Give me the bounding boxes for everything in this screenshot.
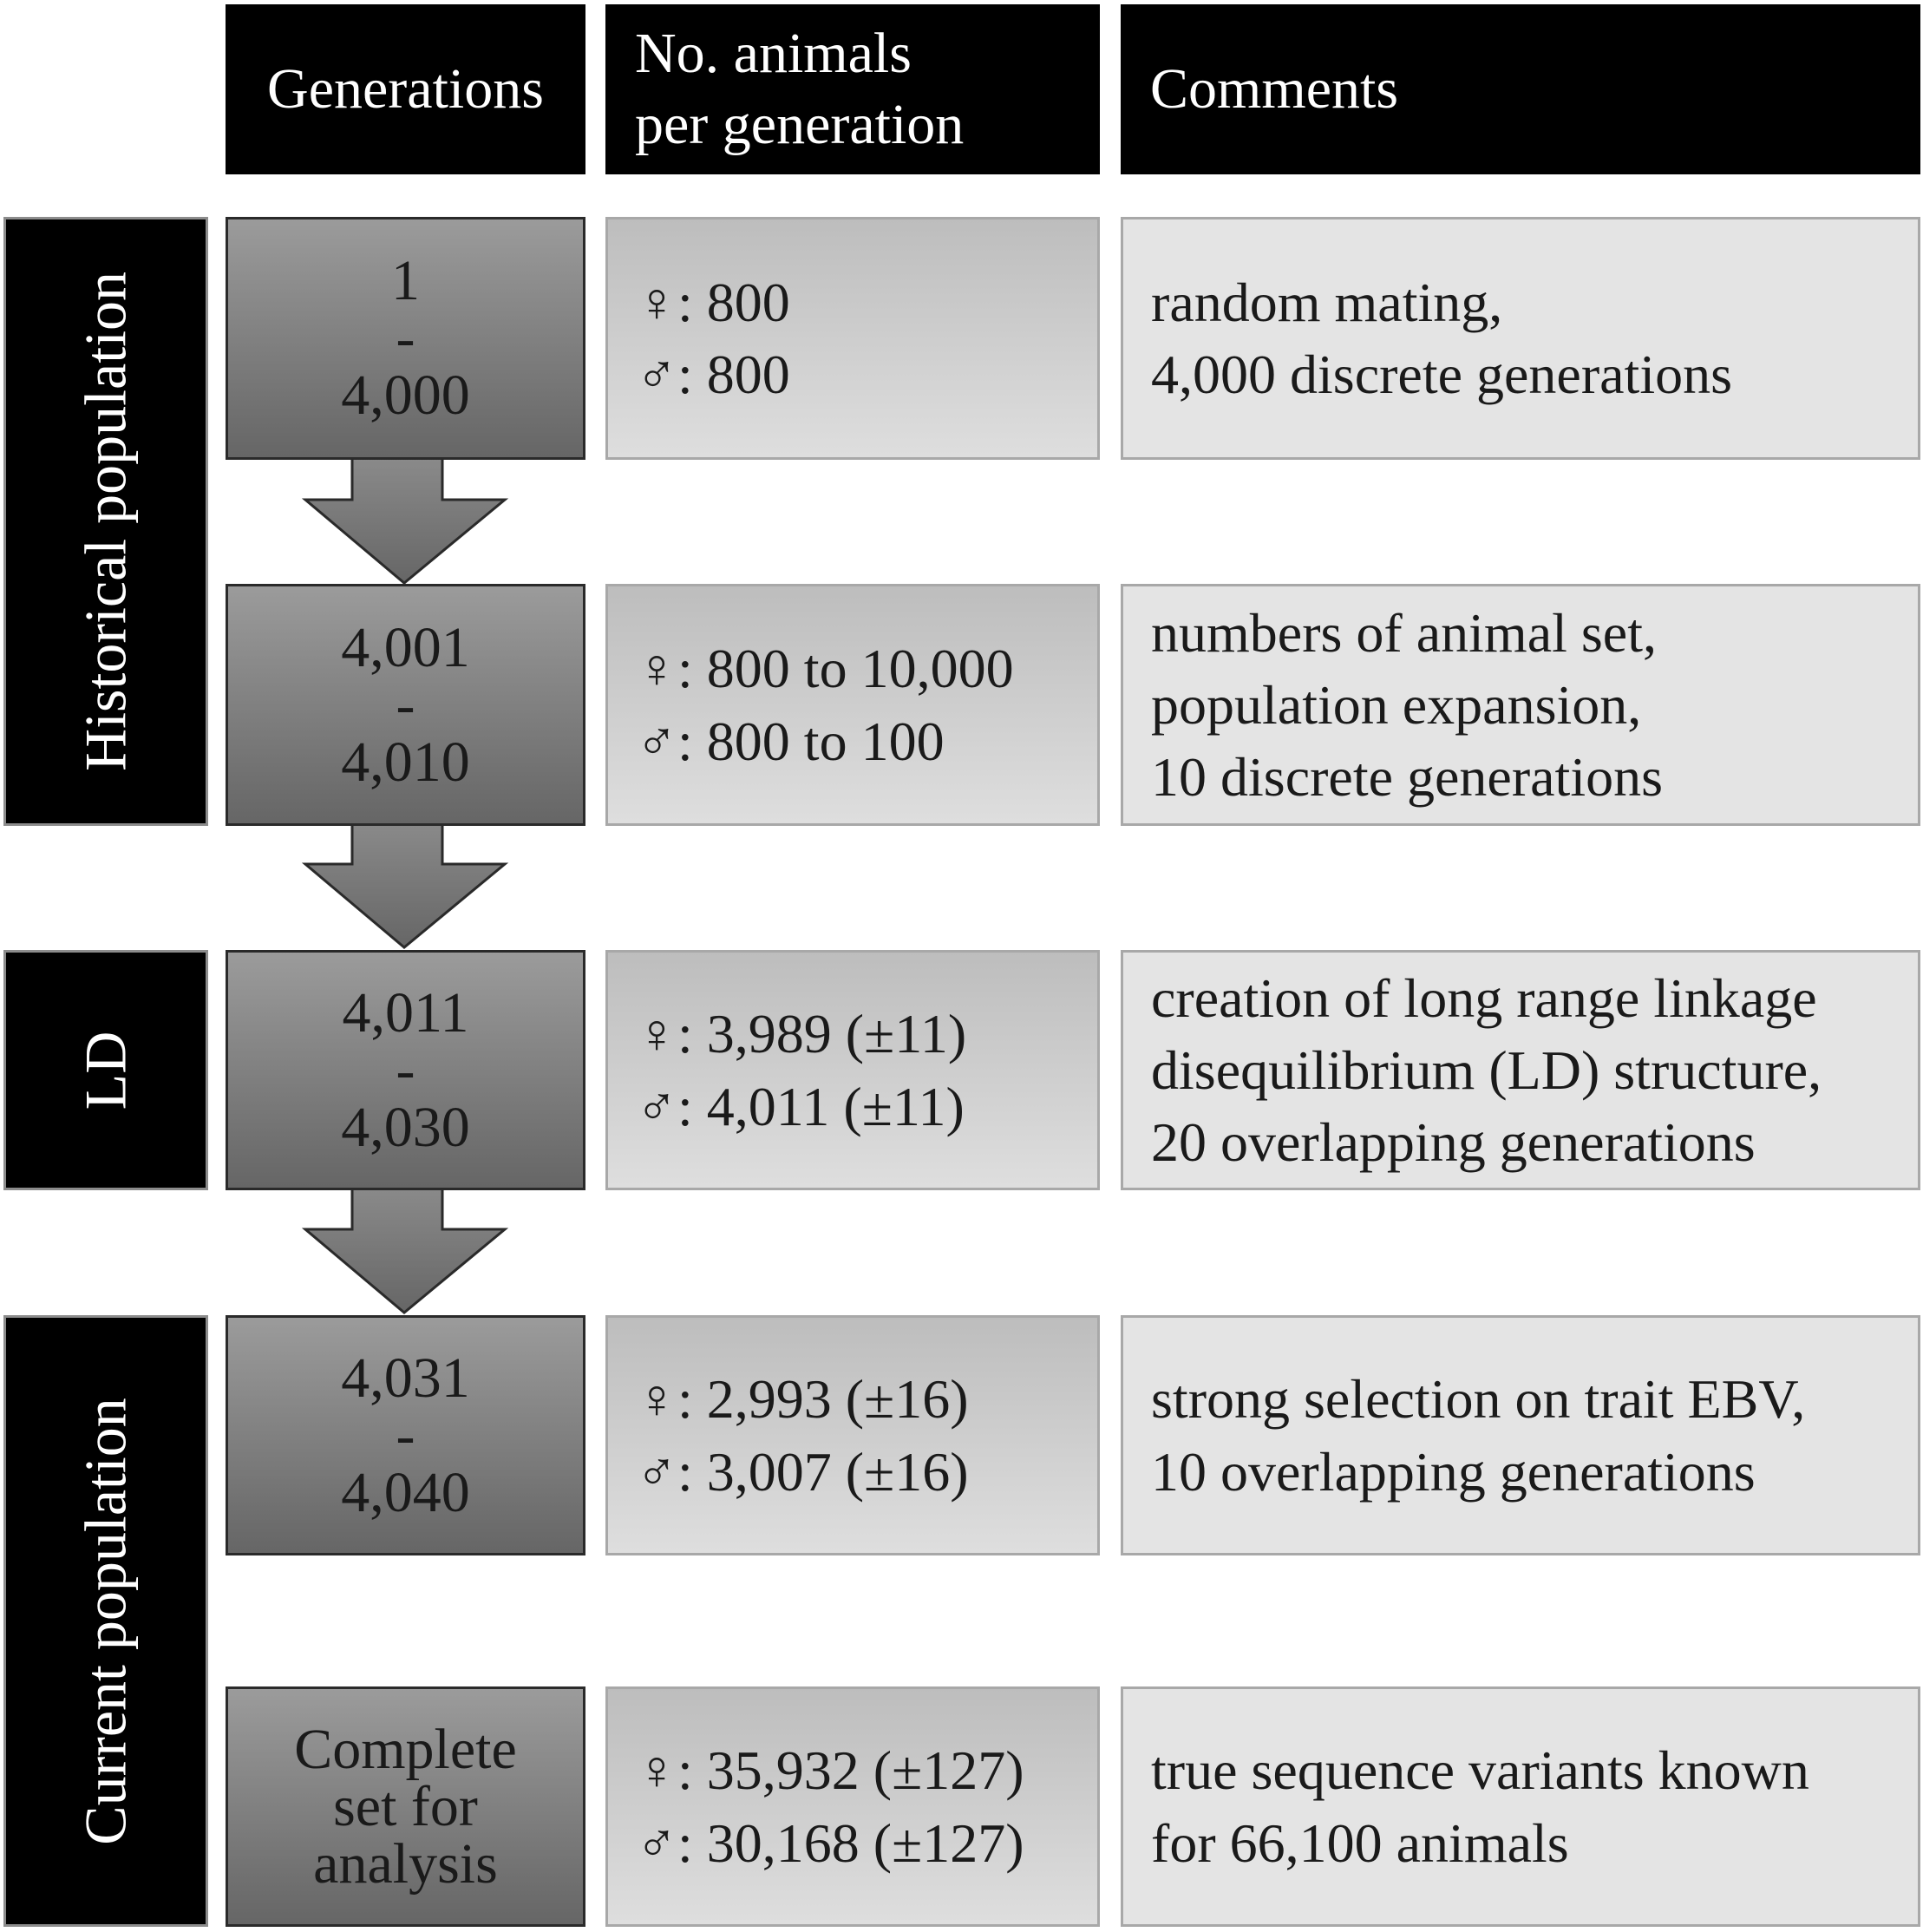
- comment-box-2: numbers of animal set, population expansion, 10 discrete generations: [1121, 584, 1920, 826]
- male-count: ♂: 800: [636, 344, 790, 405]
- comment-box-5: true sequence variants known for 66,100 animals: [1121, 1686, 1920, 1927]
- header-animals-per-generation: No. animals per generation: [605, 4, 1100, 174]
- generation-box-3: 4,011 - 4,030: [226, 950, 585, 1190]
- animal-count-box-1: [605, 217, 1100, 460]
- female-count: ♀: 800: [636, 271, 790, 333]
- animal-count-box-3: [605, 950, 1100, 1190]
- header-comments: Comments: [1121, 4, 1920, 174]
- flow-arrow-1: [304, 458, 508, 586]
- generation-box-5: Complete set for analysis: [226, 1686, 585, 1927]
- side-label-historical-population: Historical population: [3, 217, 208, 826]
- header-generations: Generations: [226, 4, 585, 174]
- male-count: ♂: 800 to 100: [636, 710, 945, 772]
- female-count: ♀: 3,989 (±11): [636, 1003, 967, 1065]
- comment-box-1: random mating, 4,000 discrete generations: [1121, 217, 1920, 460]
- male-count: ♂: 3,007 (±16): [636, 1440, 969, 1503]
- animal-count-box-5: [605, 1686, 1100, 1927]
- flow-arrow-3: [304, 1188, 508, 1316]
- comment-box-4: strong selection on trait EBV, 10 overlapping generations: [1121, 1315, 1920, 1555]
- side-label-ld: LD: [3, 950, 208, 1190]
- female-count: ♀: 35,932 (±127): [636, 1739, 1024, 1802]
- female-count: ♀: 800 to 10,000: [636, 638, 1014, 700]
- generation-box-2: 4,001 - 4,010: [226, 584, 585, 826]
- female-count: ♀: 2,993 (±16): [636, 1368, 969, 1431]
- generation-box-4: 4,031 - 4,040: [226, 1315, 585, 1555]
- side-label-current-population: Current population: [3, 1315, 208, 1927]
- animal-count-box-2: [605, 584, 1100, 826]
- male-count: ♂: 30,168 (±127): [636, 1811, 1024, 1874]
- generation-box-1: 1 - 4,000: [226, 217, 585, 460]
- comment-box-3: creation of long range linkage disequilibrium (LD) structure, 20 overlapping generations: [1121, 950, 1920, 1190]
- male-count: ♂: 4,011 (±11): [636, 1075, 965, 1137]
- animal-count-box-4: [605, 1315, 1100, 1555]
- flow-arrow-2: [304, 822, 508, 951]
